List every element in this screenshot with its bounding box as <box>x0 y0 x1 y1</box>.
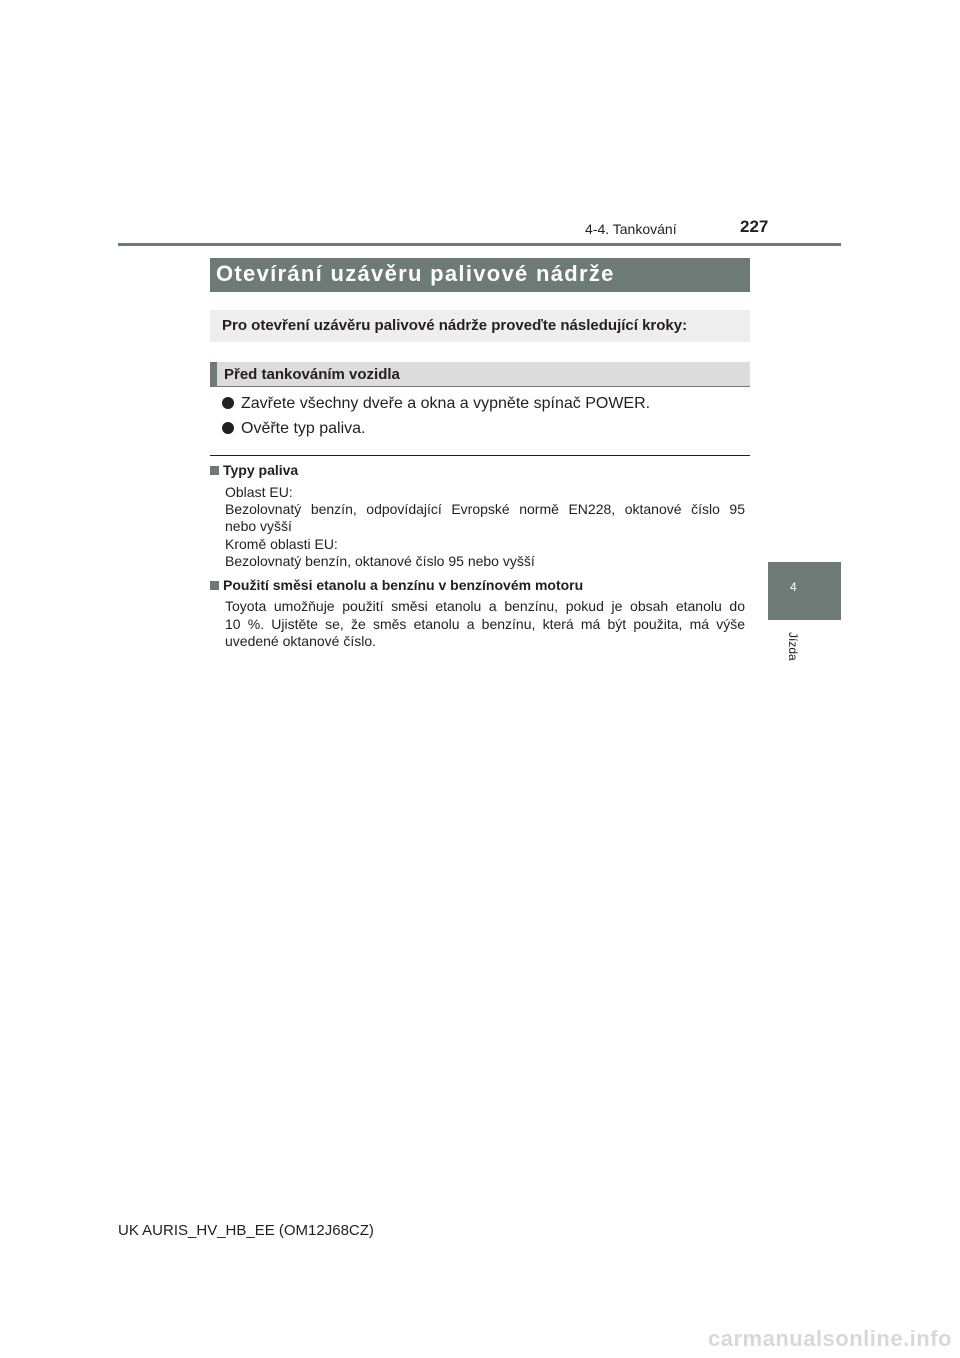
note-line: Oblast EU: <box>225 484 293 500</box>
sub-heading-underline <box>210 386 750 387</box>
bullet-dot-icon <box>222 397 234 409</box>
note-heading-text: Použití směsi etanolu a benzínu v benzínovém motoru <box>223 577 584 593</box>
document-code: UK AURIS_HV_HB_EE (OM12J68CZ) <box>118 1222 374 1239</box>
chapter-tab-number: 4 <box>790 580 797 594</box>
note-line: Bezolovnatý benzín, oktanové číslo 95 nebo vyšší <box>225 553 535 569</box>
bullet-dot-icon <box>222 422 234 434</box>
bullet-item <box>222 395 650 413</box>
square-bullet-icon <box>210 581 219 590</box>
bullet-item <box>222 420 366 438</box>
note-line: nebo vyšší <box>225 518 292 534</box>
note-line: Bezolovnatý benzín, odpovídající Evropské normě EN228, oktanové číslo 95 <box>225 501 745 517</box>
chapter-tab-label: Jízda <box>786 632 800 661</box>
square-bullet-icon <box>210 466 219 475</box>
note-line: Kromě oblasti EU: <box>225 536 338 552</box>
page-number: 227 <box>740 217 769 236</box>
note-heading <box>210 462 298 478</box>
note-line: uvedené oktanové číslo. <box>225 633 376 649</box>
chapter-tab <box>768 562 841 620</box>
sub-heading-accent <box>210 362 217 386</box>
section-divider <box>210 455 750 456</box>
bullet-text: Ověřte typ paliva. <box>241 420 366 437</box>
sub-heading: Před tankováním vozidla <box>224 366 400 383</box>
watermark: carmanualsonline.info <box>708 1326 952 1351</box>
header-rule <box>118 243 841 246</box>
section-label: 4-4. Tankování <box>585 221 677 237</box>
note-heading <box>210 577 583 593</box>
note-line: Toyota umožňuje použití směsi etanolu a benzínu, pokud je obsah etanolu do <box>225 598 745 614</box>
note-heading-text: Typy paliva <box>223 462 299 478</box>
bullet-text: Zavřete všechny dveře a okna a vypněte spínač POWER. <box>241 395 651 412</box>
intro-text: Pro otevření uzávěru palivové nádrže proveďte následující kroky: <box>222 317 688 334</box>
page-title: Otevírání uzávěru palivové nádrže <box>216 261 615 286</box>
note-line: 10 %. Ujistěte se, že směs etanolu a benzínu, která má být použita, má výše <box>225 616 745 632</box>
